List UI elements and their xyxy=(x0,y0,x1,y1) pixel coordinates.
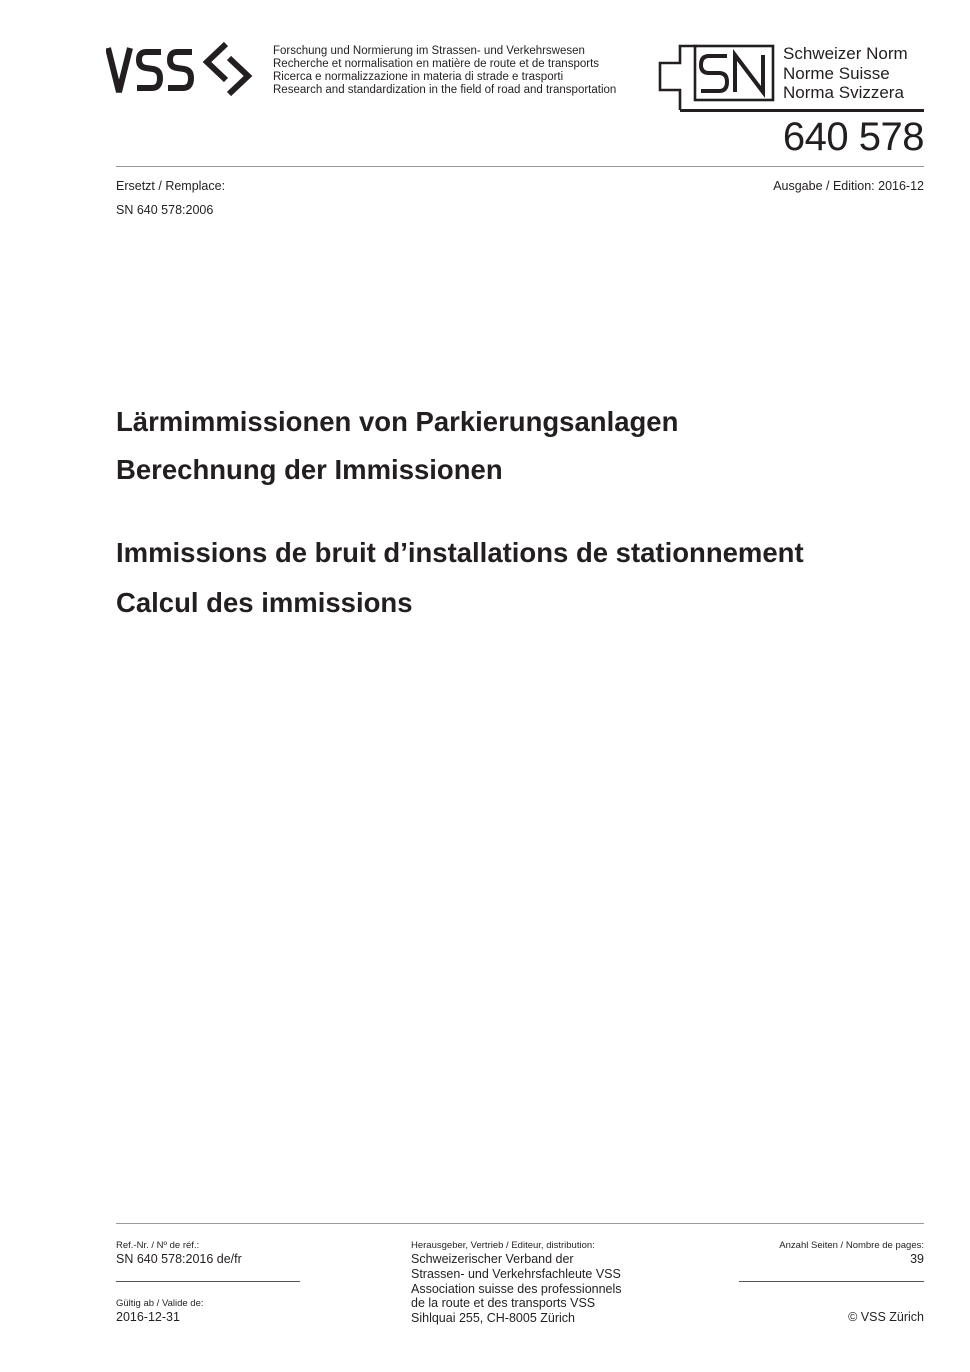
publisher-line: Strassen- und Verkehrsfachleute VSS xyxy=(411,1266,621,1281)
copyright: © VSS Zürich xyxy=(848,1310,924,1324)
title-de: Lärmimmissionen von Parkierungsanlagen xyxy=(116,406,679,437)
publisher-label: Herausgeber, Vertrieb / Editeur, distribution: xyxy=(411,1240,595,1251)
tagline-it: Ricerca e normalizzazione in materia di strade e trasporti xyxy=(273,71,564,83)
sn-names xyxy=(783,44,908,103)
sn-logo xyxy=(657,44,777,112)
norm-number: 640 578 xyxy=(782,115,924,159)
vss-logo xyxy=(106,40,266,100)
subtitle-fr: Calcul des immissions xyxy=(116,587,413,618)
replaces-label: Ersetzt / Remplace: xyxy=(116,179,226,193)
tagline-de: Forschung und Normierung im Strassen- und Verkehrswesen xyxy=(273,45,585,57)
ref-value: SN 640 578:2016 de/fr xyxy=(116,1252,242,1266)
valid-label: Gültig ab / Valide de: xyxy=(116,1298,204,1309)
publisher-line: de la route et des transports VSS xyxy=(411,1296,596,1311)
vss-tagline xyxy=(273,45,616,97)
sn-name-de: Schweizer Norm xyxy=(783,44,908,63)
footer-divider xyxy=(116,1223,924,1224)
tagline-en: Research and standardization in the field of road and transportation xyxy=(273,84,617,96)
publisher-line: Sihlquai 255, CH-8005 Zürich xyxy=(411,1311,575,1326)
pages-value: 39 xyxy=(910,1252,924,1266)
sn-name-fr: Norme Suisse xyxy=(783,63,890,83)
header-underline xyxy=(680,109,924,112)
title-fr: Immissions de bruit d’installations de stationnement xyxy=(116,537,804,568)
footer-right-rule xyxy=(739,1281,924,1282)
valid-value: 2016-12-31 xyxy=(116,1310,180,1324)
sn-name-it: Norma Svizzera xyxy=(783,83,904,102)
ref-label: Ref.-Nr. / Nº de réf.: xyxy=(116,1240,200,1251)
subtitle-de: Berechnung der Immissionen xyxy=(116,454,503,485)
header-divider xyxy=(116,166,924,167)
publisher-line: Association suisse des professionnels xyxy=(411,1281,622,1296)
edition-date: Ausgabe / Edition: 2016-12 xyxy=(773,179,924,193)
footer-left-rule xyxy=(116,1281,300,1282)
publisher-address xyxy=(411,1252,622,1326)
tagline-fr: Recherche et normalisation en matière de route et de transports xyxy=(273,58,600,70)
pages-label: Anzahl Seiten / Nombre de pages: xyxy=(779,1240,924,1251)
replaces-value: SN 640 578:2006 xyxy=(116,203,214,217)
publisher-line: Schweizerischer Verband der xyxy=(411,1252,574,1266)
